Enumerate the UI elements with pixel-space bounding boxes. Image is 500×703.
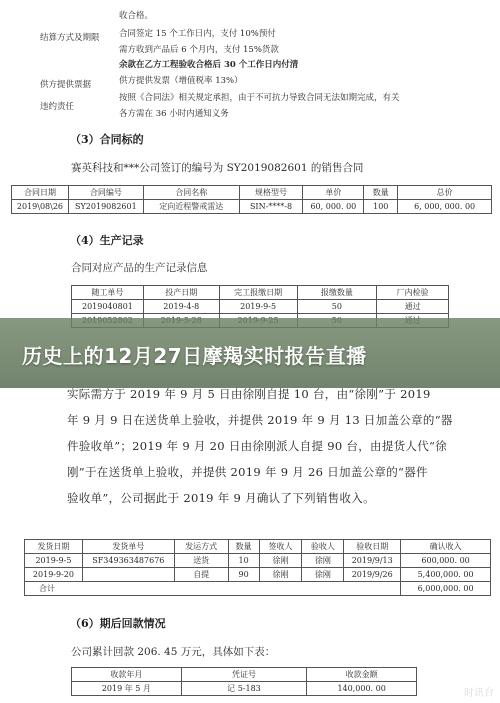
- table-header-row: [72, 286, 449, 300]
- table-cell: 2019-9-20: [25, 568, 83, 582]
- table-header: 凭证号: [181, 668, 307, 682]
- table-header: 合同编号: [68, 186, 143, 200]
- table-header: 随工单号: [72, 286, 144, 300]
- section-5-line-1: 实际需方于 2019 年 9 月 5 日由徐刚自提 10 台，由“徐刚”于 2019: [67, 387, 431, 401]
- pass-text: 收合格。: [119, 11, 154, 21]
- table-cell: 记 5-183: [181, 682, 307, 696]
- table-header-row: [12, 186, 492, 200]
- table-row: [72, 300, 449, 314]
- table-cell: 5,400,000. 00: [401, 568, 491, 582]
- section-6-heading: （6）期后回款情况: [70, 617, 166, 630]
- table-cell: 定向近程警戒雷达: [143, 200, 239, 214]
- settle-line-3: 余款在乙方工程验收合格后 30 个工作日内付清: [119, 60, 299, 70]
- table-cell: 10: [228, 554, 259, 568]
- table-cell: 送货: [174, 554, 228, 568]
- table-cell: 徐刚: [302, 568, 344, 582]
- table-cell: 2019-9-5: [25, 554, 83, 568]
- table-cell: 2019/9/26: [344, 568, 401, 582]
- section-5-line-4: 刚”于在送货单上验收，并提供 2019 年 9 月 26 日加盖公章的“器件: [67, 465, 428, 479]
- table-cell: 自提: [174, 568, 228, 582]
- table-row: [25, 554, 491, 568]
- breach-line-1: 按照《合同法》相关规定承担，由于不可抗力导致合同无法如期完成，有关: [119, 93, 400, 103]
- table-cell: 2019-9-5: [219, 300, 297, 314]
- section-3-heading: （3）合同标的: [70, 133, 144, 146]
- table-header: 发运方式: [174, 540, 228, 554]
- breach-line-2: 各方需在 36 小时内通知义务: [119, 109, 229, 119]
- settle-line-1: 合同签定 15 个工作日内，支付 10%预付: [119, 29, 276, 39]
- payment-table: [71, 667, 417, 696]
- watermark-logo: 时讯台: [464, 688, 494, 699]
- table-header: 合同日期: [12, 186, 69, 200]
- table-cell: 通过: [377, 300, 449, 314]
- table-cell: SY2019082601: [68, 200, 143, 214]
- table-header: 签收人: [259, 540, 302, 554]
- table-header: 验收日期: [344, 540, 401, 554]
- section-5-line-3: 件验收单”；2019 年 9 月 20 日由徐刚派人自提 90 台，由提货人代“徐: [67, 439, 447, 453]
- settle-line-2: 需方收到产品后 6 个月内，支付 15%货款: [119, 45, 279, 55]
- table-cell: 100: [364, 200, 398, 214]
- table-cell: 140,000. 00: [307, 682, 417, 696]
- table-cell: 60, 000. 00: [303, 200, 364, 214]
- table-cell: [82, 568, 174, 582]
- table-header: 确认收入: [401, 540, 491, 554]
- table-cell: 6, 000, 000. 00: [398, 200, 492, 214]
- section-3-line: 赛英科技和***公司签订的编号为 SY2019082601 的销售合同: [71, 162, 364, 174]
- contract-table: [11, 185, 492, 214]
- table-cell: 徐刚: [259, 554, 302, 568]
- table-header: 验收人: [302, 540, 344, 554]
- table-row: [72, 682, 417, 696]
- table-row: [12, 200, 492, 214]
- table-header-row: [25, 540, 491, 554]
- table-header: 投产日期: [143, 286, 219, 300]
- table-header: 发货日期: [25, 540, 83, 554]
- table-header: 收款年月: [72, 668, 182, 682]
- banner-title: 历史上的12月27日摩羯实时报告直播: [22, 344, 367, 368]
- table-header: 单价: [303, 186, 364, 200]
- settle-label: 结算方式及期限: [40, 33, 100, 43]
- table-header: 报缴数量: [297, 286, 377, 300]
- supply-label: 供方提供票据: [40, 80, 92, 90]
- table-header: 完工报缴日期: [219, 286, 297, 300]
- section-4-line: 合同对应产品的生产记录信息: [71, 262, 208, 274]
- table-header-row: [72, 668, 417, 682]
- table-header: 合同名称: [143, 186, 239, 200]
- table-header: 数量: [364, 186, 398, 200]
- table-header: 规格型号: [239, 186, 303, 200]
- table-cell: 2019040801: [72, 300, 144, 314]
- sales-table: [24, 539, 491, 596]
- table-cell: 2019 年 5 月: [72, 682, 182, 696]
- table-header: 数量: [228, 540, 259, 554]
- table-header: 发货单号: [82, 540, 174, 554]
- table-cell: 2019-4-8: [143, 300, 219, 314]
- table-cell: 徐刚: [259, 568, 302, 582]
- supply-value: 供方提供发票（增值税率 13%）: [119, 76, 243, 86]
- table-cell: 50: [297, 300, 377, 314]
- table-cell: SF349363487676: [82, 554, 174, 568]
- section-6-line: 公司累计回款 206. 45 万元，具体如下表：: [71, 646, 276, 658]
- section-4-heading: （4）生产记录: [70, 234, 144, 247]
- table-cell: 2019/9/13: [344, 554, 401, 568]
- table-cell: SIN-****-8: [239, 200, 303, 214]
- section-5-line-5: 验收单”，公司据此于 2019 年 9 月确认了下列销售收入。: [67, 491, 375, 505]
- table-header: 厂内检验: [377, 286, 449, 300]
- table-header: 收款金额: [307, 668, 417, 682]
- table-cell: 2019\08\26: [12, 200, 69, 214]
- total-value: 6,000,000. 00: [401, 582, 491, 596]
- breach-label: 违约责任: [40, 102, 75, 112]
- table-cell: 90: [228, 568, 259, 582]
- total-label: 合计: [25, 582, 401, 596]
- table-header: 总价: [398, 186, 492, 200]
- table-total-row: [25, 582, 491, 596]
- table-row: [25, 568, 491, 582]
- table-cell: 600,000. 00: [401, 554, 491, 568]
- section-5-line-2: 年 9 月 9 日在送货单上验收，并提供 2019 年 9 月 13 日加盖公章的“器: [67, 413, 453, 427]
- table-cell: 徐刚: [302, 554, 344, 568]
